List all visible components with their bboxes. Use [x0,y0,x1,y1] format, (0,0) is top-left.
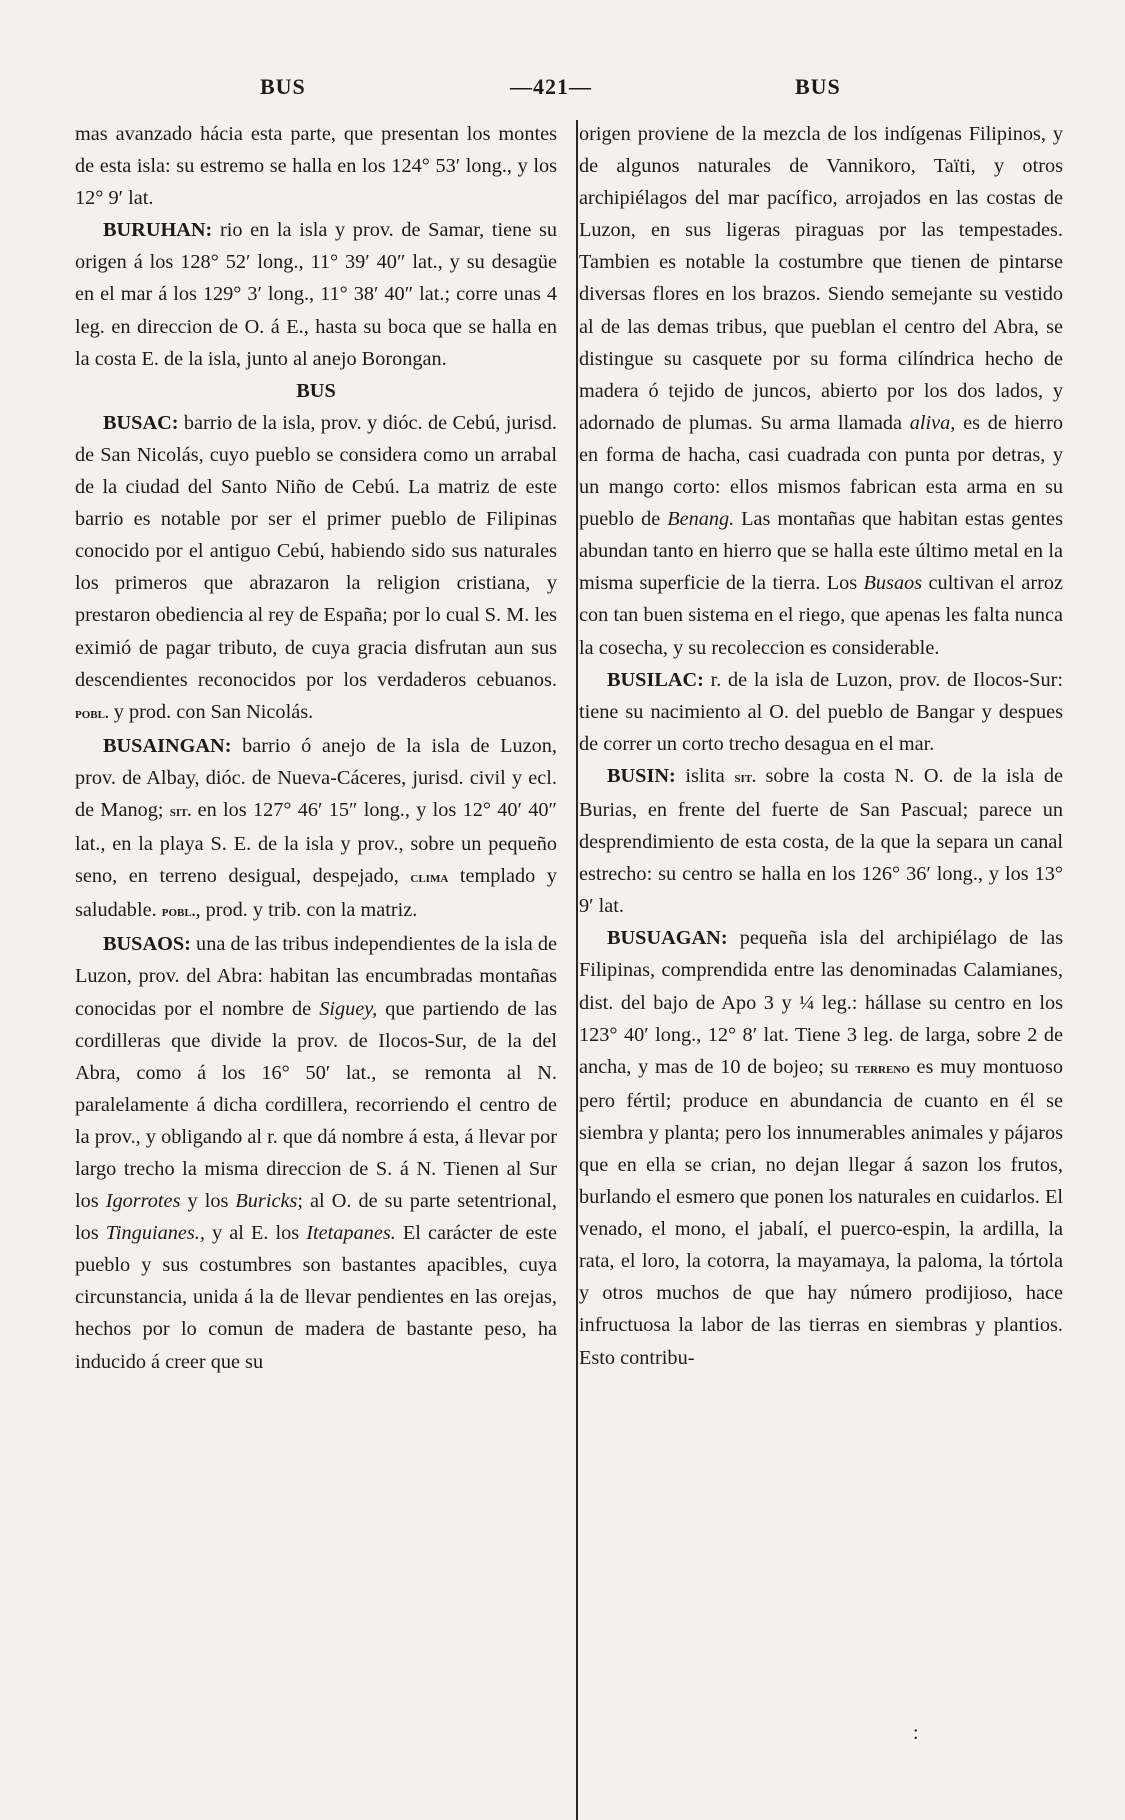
entry-busuagan: BUSUAGAN: pequeña isla del archipiélago de las Filipinas, comprendida entre las denominadas Calamianes, dist. del bajo de Apo 3 y ¼ leg.: hállase su centro en los 123° 40′ long., 12° 8′ lat. Tiene 3 leg. de larga, sobre 2 de ancha, y mas de 10 de bojeo; su terreno es muy montuoso pero fértil; produce en abundancia de cuanto en él se siembra y planta; pero los innumerables animales y pájaros que en ella se crian, no dejan llegar á sazon los frutos, burlando el esmero que ponen los naturales en cuidarlos. El venado, el mono, el jabalí, el puerco-espin, la ardilla, la rata, el loro, la cotorra, la mayamaya, la paloma, la tórtola y otros muchos de que hay número prodijioso, hace infructuosa la labor de las tierras en siembras y plantios. Esto contribu- [579,927,1063,1369]
entry-busac: BUSAC: barrio de la isla, prov. y dióc. de Cebú, jurisd. de San Nicolás, cuyo pueblo se considera como un arrabal de la ciudad del Santo Niño de Cebú. La matriz de este barrio es notable por ser el primer pueblo de Filipinas conocido por el antiguo Cebú, habiendo sido sus naturales los primeros que abrazaron la religion cristiana, y prestaron obediencia al rey de España; por lo cual S. M. les eximió de pagar tributo, de cuya gracia disfrutan aun sus descendientes reconocidos por los verdaderos cebuanos. pobl. y prod. con San Nicolás. [75,411,557,723]
right-column [579,118,1063,1374]
running-head-left: BUS [260,74,306,99]
entry-busin: BUSIN: islita sit. sobre la costa N. O. de la isla de Burias, en frente del fuerte de San Pascual; parece un desprendimiento de esta costa, de la que la separa un canal estrecho: su centro se halla en los 126° 36′ long., y los 13° 9′ lat. [579,764,1064,918]
entry-busilac: BUSILAC: r. de la isla de Luzon, prov. de Ilocos-Sur: tiene su nacimiento al O. del pueblo de Bangar y despues de correr un corto trecho desagua en el mar. [579,668,1063,755]
section-heading: BUS [296,379,336,402]
entry-busaos: BUSAOS: una de las tribus independientes de la isla de Luzon, prov. del Abra: habitan las encumbradas montañas conocidas por el nombre de Siguey, que partiendo de las cordilleras que divide la prov. de Ilocos-Sur, de la del Abra, como á los 16° 50′ lat., se remonta al N. paralelamente á dicha cordillera, recorriendo el centro de la prov., y obligando al r. que dá nombre á esta, á llevar por largo trecho la misma direccion de S. á N. Tienen al Sur los Igorrotes y los Buricks; al O. de su parte setentrional, los Tinguianes., y al E. los Itetapanes. El carácter de este pueblo y sus costumbres son bastantes apacibles, cuya circunstancia, unida á la de llevar pendientes en las orejas, hechos por lo comun de madera de bastante peso, ha inducido á creer que su [75,933,558,1373]
left-column [75,118,557,1378]
paragraph-continuation: mas avanzado hácia esta parte, que presentan los montes de esta isla: su estremo se halla en los 124° 53′ long., y los 12° 9′ lat. [75,123,557,210]
entry-busaos-continued: origen proviene de la mezcla de los indígenas Filipinos, y de algunos naturales de Vannikoro, Taïti, y otros archipiélagos del mar pacífico, arrojados en las costas de Luzon, en sus ligeras piraguas por las tempestades. Tambien es notable la costumbre que tienen de pintarse diversas flores en los brazos. Siendo semejante su vestido al de las demas tribus, que pueblan el centro del Abra, se distingue su casquete por su forma cilíndrica hecho de madera ó tejido de juncos, abierto por los dos lados, y adornado de plumas. Su arma llamada aliva, es de hierro en forma de hacha, casi cuadrada con punta por detras, y un mango corto: ellos mismos fabrican esta arma en su pueblo de Benang. Las montañas que habitan estas gentes abundan tanto en hierro que se halla este último metal en la misma superficie de la tierra. Los Busaos cultivan el arroz con tan buen sistema en el riego, que apenas les falta nunca la cosecha, y su recoleccion es considerable. [579,123,1064,659]
page-number: —421— [510,74,592,99]
entry-buruhan: BURUHAN: rio en la isla y prov. de Samar, tiene su origen á los 128° 52′ long., 11° 39′ 40″ lat., y su desagüe en el mar á los 129° 3′ long., 11° 38′ 40″ lat.; corre unas 4 leg. en direccion de O. á E., hasta su boca que se halla en la costa E. de la isla, junto al anejo Borongan. [75,219,557,370]
column-divider [576,120,578,1820]
running-head-right: BUS [795,74,841,99]
signature-mark: : [913,1722,919,1744]
entry-busaingan: BUSAINGAN: barrio ó anejo de la isla de Luzon, prov. de Albay, dióc. de Nueva-Cáceres, jurisd. civil y ecl. de Manog; sit. en los 127° 46′ 15″ long., y los 12° 40′ 40″ lat., en la playa S. E. de la isla y prov., sobre un pequeño seno, en terreno desigual, despejado, clima templado y saludable. pobl., prod. y trib. con la matriz. [75,734,558,922]
